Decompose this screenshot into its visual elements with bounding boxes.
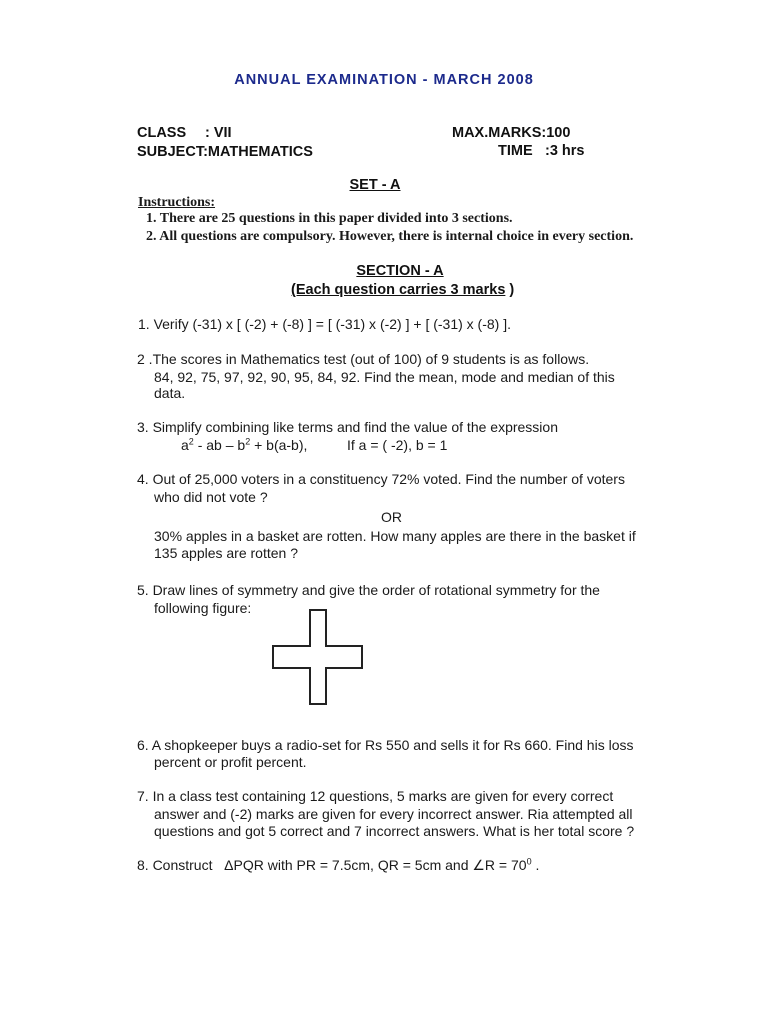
section-subtitle-text: (Each question carries 3 marks [291,282,506,298]
q8-intro: 8. Construct [137,857,213,873]
question-2-line-1: 2 .The scores in Mathematics test (out of 100) of 9 students is as follows. [137,351,590,367]
exam-title: ANNUAL EXAMINATION - MARCH 2008 [234,72,534,88]
q8-triangle: ΔPQR with PR = 7.5cm, QR = 5cm and [224,857,469,873]
question-4-alt-line-1: 30% apples in a basket are rotten. How many apples are there in the basket if [154,528,636,544]
question-2-line-3: data. [154,385,186,401]
q3-term-a: a [181,437,189,453]
q8-end: . [535,857,540,873]
class-label: CLASS [137,125,187,141]
question-5-line-1: 5. Draw lines of symmetry and give the order of rotational symmetry for the [137,582,600,598]
q8-angle: ∠R = 70 [472,857,527,873]
instruction-item-2: 2. All questions are compulsory. However, there is internal choice in every section. [146,229,634,244]
q3-term-b: - ab – b [193,437,246,453]
or-label: OR [381,509,402,525]
question-3-expression [181,437,307,454]
q8-degree: 0 [526,856,532,867]
class-value: : VII [205,125,232,141]
instructions-heading: Instructions: [138,195,216,210]
question-4-alt-line-2: 135 apples are rotten ? [154,545,298,561]
question-4-line-2: who did not vote ? [154,489,268,505]
question-1: 1. Verify (-31) x [ (-2) + (-8) ] = [ (-31) x (-2) ] + [ (-31) x (-8) ]. [138,316,512,332]
subject-label: SUBJECT:MATHEMATICS [137,144,313,160]
question-3-condition: If a = ( -2), b = 1 [347,437,448,453]
section-title: SECTION - A [356,263,444,279]
q3-exponent-2: 2 [245,436,251,447]
section-subtitle-close: ) [509,282,515,298]
time-value: :3 hrs [545,143,585,159]
question-6-line-1: 6. A shopkeeper buys a radio-set for Rs 550 and sells it for Rs 660. Find his loss [137,737,634,753]
q3-term-c: + b(a-b), [250,437,308,453]
max-marks: MAX.MARKS:100 [452,125,571,141]
question-8 [137,857,539,874]
q3-exponent-1: 2 [188,436,194,447]
question-6-line-2: percent or profit percent. [154,754,307,770]
section-subtitle [291,282,514,298]
time-label: TIME [498,143,533,159]
question-3-line-1: 3. Simplify combining like terms and find the value of the expression [137,419,558,435]
instruction-item-1: 1. There are 25 questions in this paper divided into 3 sections. [146,211,513,226]
plus-shape-figure [270,608,366,708]
question-7-line-3: questions and got 5 correct and 7 incorrect answers. What is her total score ? [154,823,635,839]
question-4-line-1: 4. Out of 25,000 voters in a constituency 72% voted. Find the number of voters [137,471,625,487]
question-7-line-2: answer and (-2) marks are given for every incorrect answer. Ria attempted all [154,806,633,822]
question-7-line-1: 7. In a class test containing 12 questions, 5 marks are given for every correct [137,788,614,804]
question-5-line-2: following figure: [154,600,252,616]
question-2-line-2: 84, 92, 75, 97, 92, 90, 95, 84, 92. Find the mean, mode and median of this [154,369,615,385]
set-label: SET - A [349,177,401,193]
